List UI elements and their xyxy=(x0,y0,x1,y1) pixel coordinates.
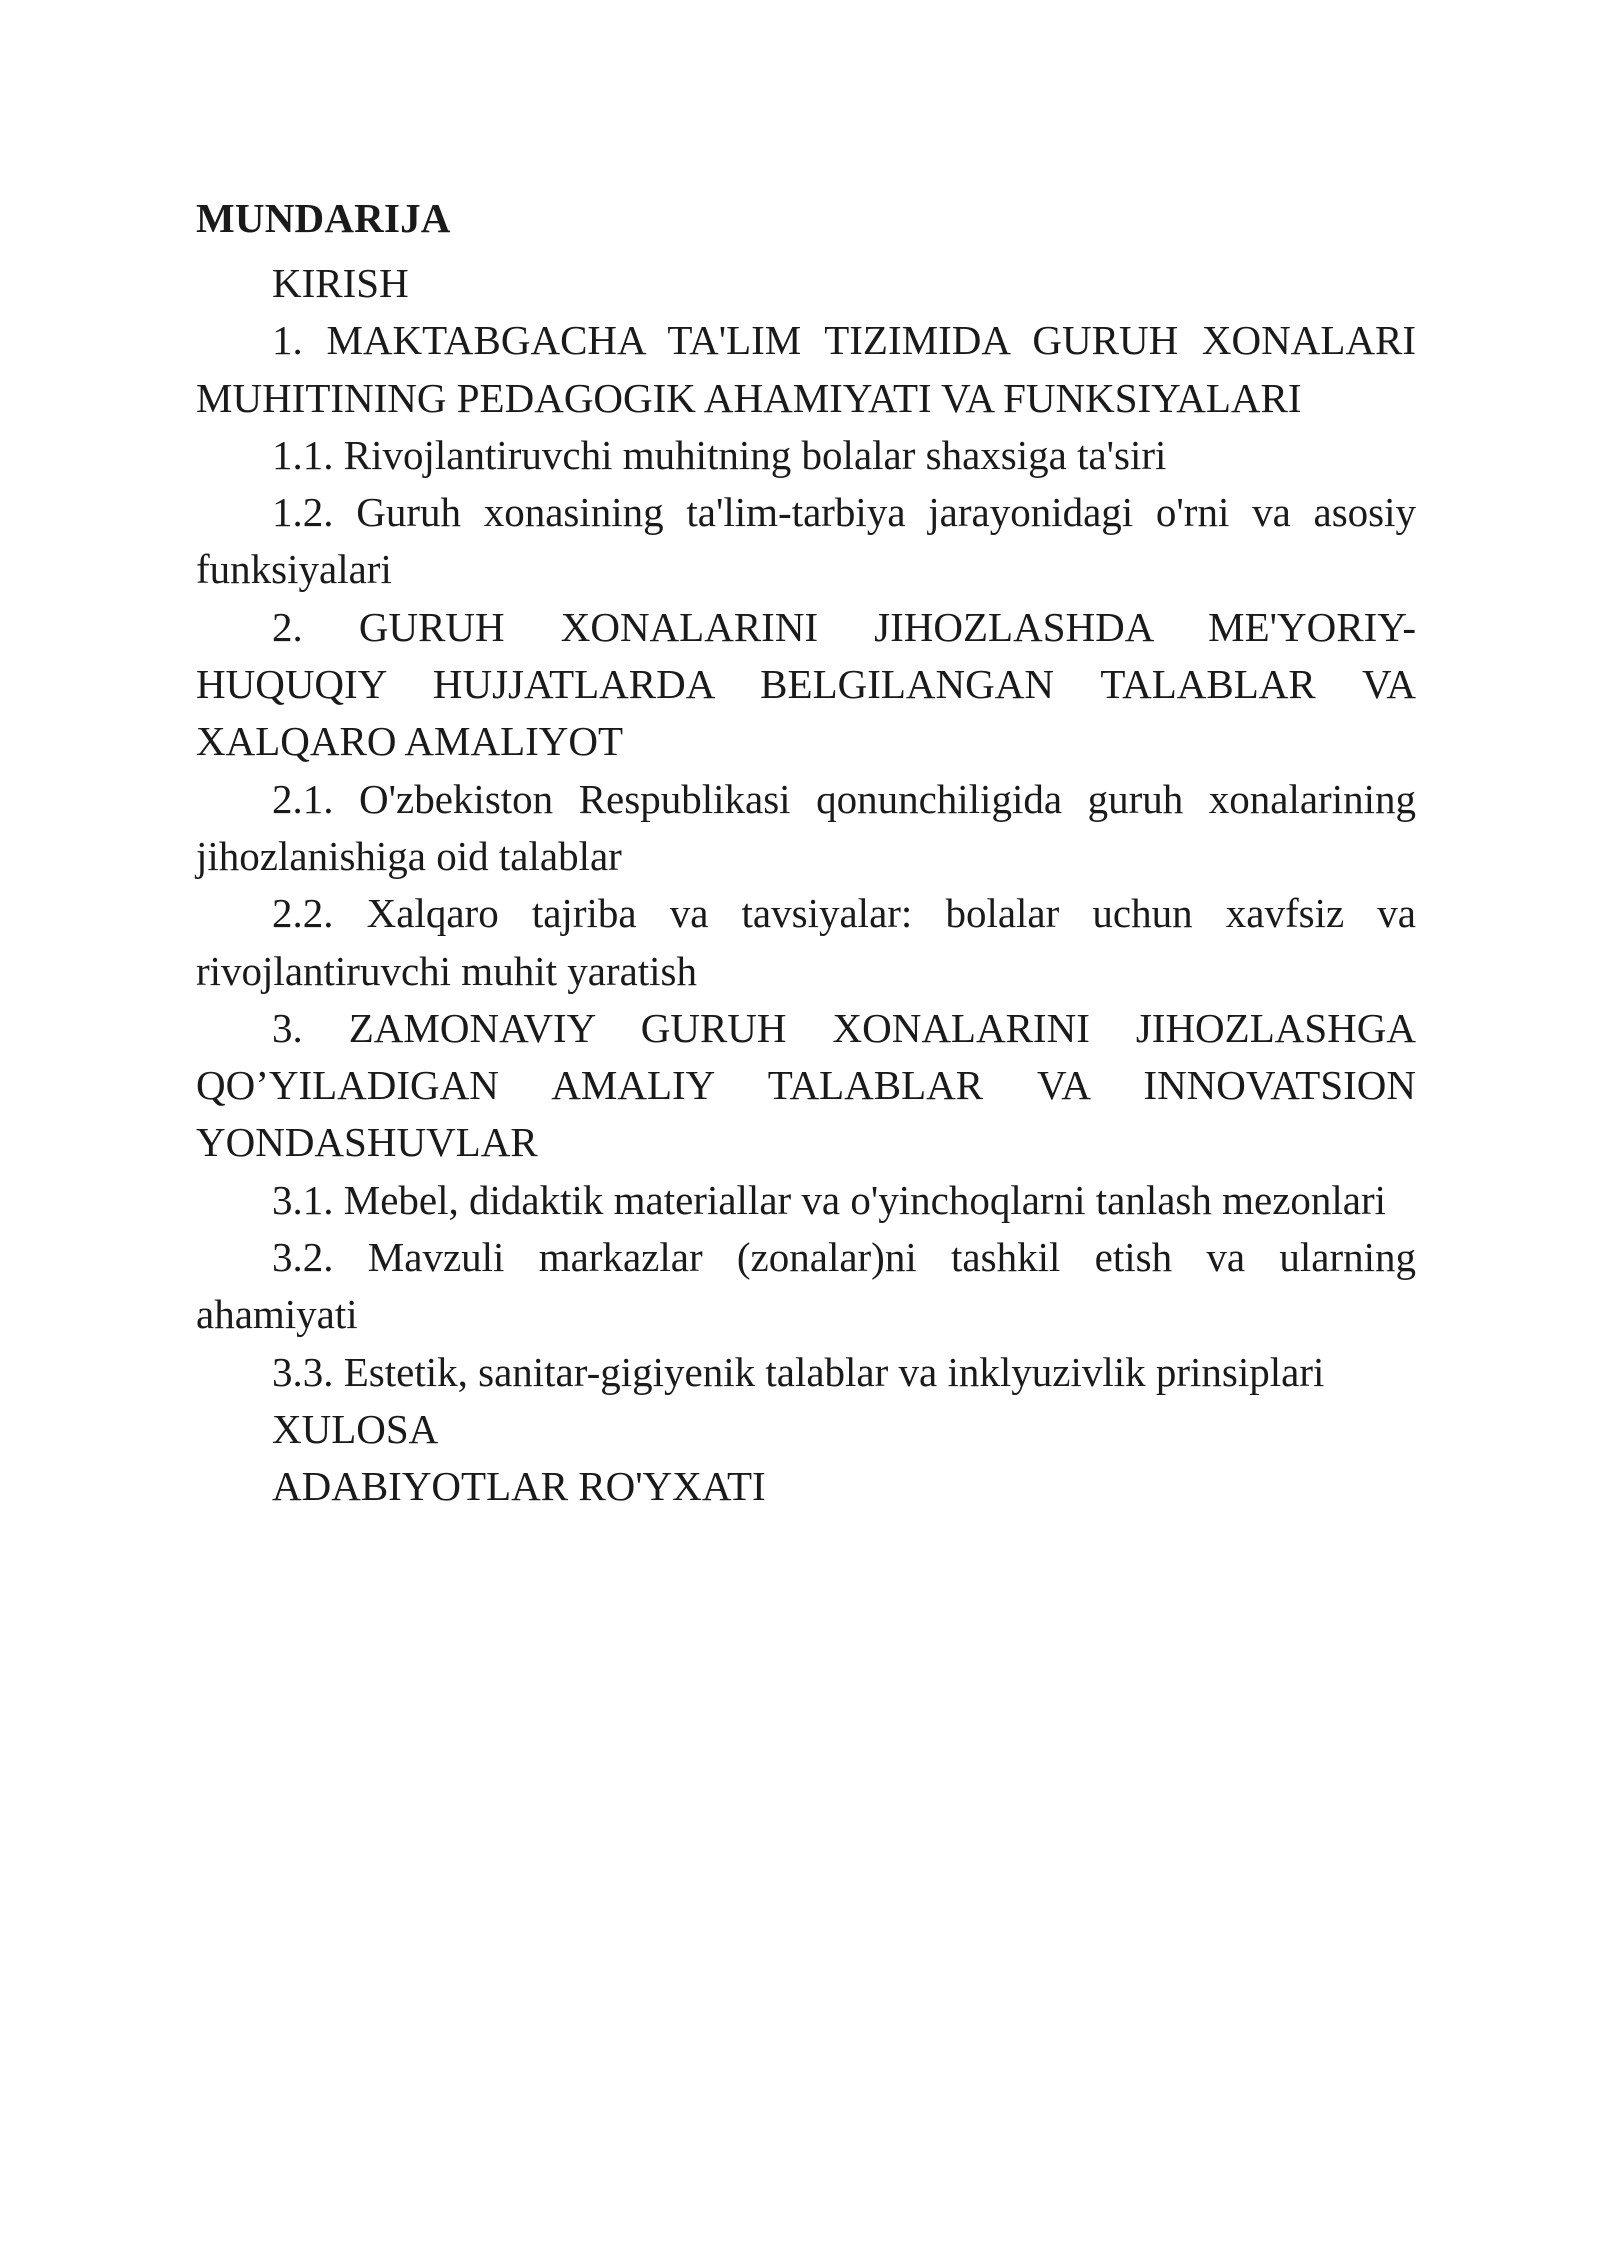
toc-entry-chapter-3: 3. ZAMONAVIY GURUH XONALARINI JIHOZLASHGA QO’YILADIGAN AMALIY TALABLAR VA INNOVATSION YONDASHUVLAR xyxy=(196,1004,1416,1166)
toc-entry-chapter-2: 2. GURUH XONALARINI JIHOZLASHDA ME'YORIY-HUQUQIY HUJJATLARDA BELGILANGAN TALABLAR VA XALQARO AMALIYOT xyxy=(196,603,1416,765)
toc-entry-section-3-3: 3.3. Estetik, sanitar-gigiyenik talablar va inklyuzivlik prinsiplari xyxy=(272,1348,1325,1395)
contents-heading: MUNDARIJA xyxy=(196,195,451,241)
table-of-contents xyxy=(196,255,1416,1516)
toc-entry-section-3-2: 3.2. Mavzuli markazlar (zonalar)ni tashkil etish va ularning ahamiyati xyxy=(196,1234,1416,1338)
toc-entry-conclusion: XULOSA xyxy=(272,1405,439,1452)
toc-entry-section-1-2: 1.2. Guruh xonasining ta'lim-tarbiya jarayonidagi o'rni va asosiy funksiyalari xyxy=(196,489,1416,593)
toc-entry-section-3-1: 3.1. Mebel, didaktik materiallar va o'yinchoqlarni tanlash mezonlari xyxy=(272,1176,1387,1223)
document-page xyxy=(196,190,1416,1516)
toc-entry-introduction: KIRISH xyxy=(272,260,409,306)
toc-entry-section-1-1: 1.1. Rivojlantiruvchi muhitning bolalar shaxsiga ta'siri xyxy=(272,431,1167,478)
toc-entry-references: ADABIYOTLAR RO'YXATI xyxy=(272,1463,766,1510)
toc-entry-section-2-2: 2.2. Xalqaro tajriba va tavsiyalar: bolalar uchun xavfsiz va rivojlantiruvchi muhit yaratish xyxy=(196,890,1416,994)
toc-entry-chapter-1: 1. MAKTABGACHA TA'LIM TIZIMIDA GURUH XONALARI MUHITINING PEDAGOGIK AHAMIYATI VA FUNKSIYALARI xyxy=(196,317,1416,421)
toc-entry-section-2-1: 2.1. O'zbekiston Respublikasi qonunchiligida guruh xonalarining jihozlanishiga oid talablar xyxy=(196,775,1416,879)
